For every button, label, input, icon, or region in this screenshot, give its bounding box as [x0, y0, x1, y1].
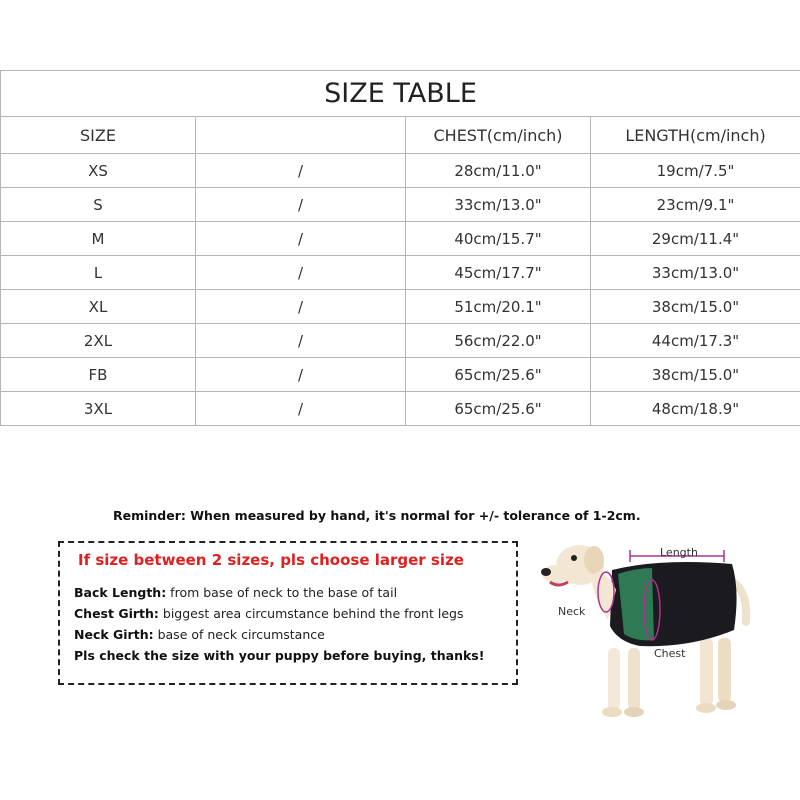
header-row — [1, 117, 800, 154]
separator-cell: / — [196, 358, 406, 392]
length-cell: 33cm/13.0" — [591, 256, 800, 290]
dog-illustration — [541, 545, 746, 717]
chest-cell: 65cm/25.6" — [406, 392, 591, 426]
neck-girth-label: Neck Girth: — [74, 627, 154, 642]
table-title: SIZE TABLE — [1, 71, 800, 117]
neck-girth-text: base of neck circumstance — [153, 627, 325, 642]
length-cell: 29cm/11.4" — [591, 222, 800, 256]
size-cell: 3XL — [1, 392, 196, 426]
table-row — [1, 358, 800, 392]
table-row — [1, 256, 800, 290]
size-cell: S — [1, 188, 196, 222]
neck-girth-line — [74, 627, 325, 642]
chest-cell: 65cm/25.6" — [406, 358, 591, 392]
check-size-line: Pls check the size with your puppy before buying, thanks! — [74, 648, 485, 663]
neck-label: Neck — [558, 605, 586, 618]
back-length-line — [74, 585, 397, 600]
table-row — [1, 222, 800, 256]
length-cell: 23cm/9.1" — [591, 188, 800, 222]
separator-cell: / — [196, 290, 406, 324]
size-cell: FB — [1, 358, 196, 392]
chest-label: Chest — [654, 647, 686, 660]
separator-cell: / — [196, 256, 406, 290]
separator-cell: / — [196, 222, 406, 256]
header-length: LENGTH(cm/inch) — [591, 117, 800, 154]
separator-cell: / — [196, 392, 406, 426]
size-cell: 2XL — [1, 324, 196, 358]
length-cell: 19cm/7.5" — [591, 154, 800, 188]
separator-cell: / — [196, 324, 406, 358]
size-table — [0, 70, 800, 426]
header-size: SIZE — [1, 117, 196, 154]
table-row — [1, 392, 800, 426]
chest-girth-text: biggest area circumstance behind the front legs — [158, 606, 464, 621]
separator-cell: / — [196, 188, 406, 222]
table-row — [1, 154, 800, 188]
size-cell: L — [1, 256, 196, 290]
chest-cell: 56cm/22.0" — [406, 324, 591, 358]
table-body — [1, 154, 800, 426]
note-headline: If size between 2 sizes, pls choose larger size — [78, 551, 464, 569]
length-label: Length — [660, 546, 698, 559]
header-chest: CHEST(cm/inch) — [406, 117, 591, 154]
size-cell: XS — [1, 154, 196, 188]
chest-cell: 33cm/13.0" — [406, 188, 591, 222]
chest-cell: 51cm/20.1" — [406, 290, 591, 324]
chest-girth-label: Chest Girth: — [74, 606, 159, 621]
chest-cell: 40cm/15.7" — [406, 222, 591, 256]
table-row — [1, 324, 800, 358]
chest-girth-line — [74, 606, 463, 621]
header-blank — [196, 117, 406, 154]
table-row — [1, 290, 800, 324]
separator-cell: / — [196, 154, 406, 188]
dog-measurement-diagram — [540, 530, 790, 730]
length-cell: 38cm/15.0" — [591, 290, 800, 324]
length-cell: 38cm/15.0" — [591, 358, 800, 392]
size-note-box — [58, 541, 518, 685]
size-cell: XL — [1, 290, 196, 324]
reminder-text: Reminder: When measured by hand, it's normal for +/- tolerance of 1-2cm. — [113, 508, 641, 523]
title-row — [1, 71, 800, 117]
table-row — [1, 188, 800, 222]
back-length-text: from base of neck to the base of tail — [166, 585, 398, 600]
chest-cell: 28cm/11.0" — [406, 154, 591, 188]
chest-cell: 45cm/17.7" — [406, 256, 591, 290]
size-cell: M — [1, 222, 196, 256]
length-cell: 44cm/17.3" — [591, 324, 800, 358]
length-cell: 48cm/18.9" — [591, 392, 800, 426]
back-length-label: Back Length: — [74, 585, 167, 600]
